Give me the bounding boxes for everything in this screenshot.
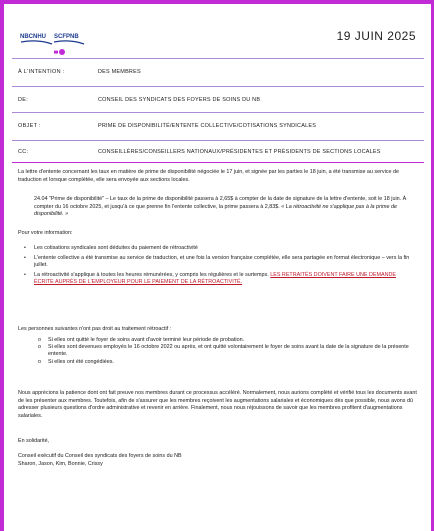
circle-bullet-icon: o [38, 358, 41, 365]
list-item: o Si elles sont devenues employés le 16 octobre 2022 ou après, et ont quitté volontairement le foyer de soins avant la date de la signature de la présente entente. [38, 344, 409, 358]
info-list [22, 245, 417, 289]
memo-divider [12, 112, 424, 113]
article-paragraph [34, 196, 412, 219]
bullet-icon: • [24, 245, 26, 251]
solidarity-line: En solidarité, [18, 438, 50, 444]
memo-divider [12, 140, 424, 141]
from-value: CONSEIL DES SYNDICATS DES FOYERS DE SOINS DU NB [98, 97, 261, 103]
page-border-left [0, 0, 4, 531]
signature-org: Conseil exécutif du Conseil des syndicats des foyers de soins du NB [18, 453, 182, 459]
subject-label: OBJET : [18, 123, 41, 129]
list-item: • Les cotisations syndicales sont déduites du paiement de rétroactivité [24, 245, 198, 251]
union-logo [18, 28, 102, 58]
eligibility-list [38, 337, 416, 366]
retiree-notice: LES RETRAITÉS DOIVENT FAIRE UNE DEMANDE ÉCRITE AUPRÈS DE L'EMPLOYEUR POUR LE PAIEMENT DE LA RÉTROACTIVITÉ. [34, 271, 396, 286]
memo-divider [12, 58, 424, 59]
signature-names: Sharon, Jason, Kim, Bonnie, Crissy [18, 461, 103, 467]
circle-bullet-icon: o [38, 344, 41, 351]
memo-divider [12, 86, 424, 87]
circle-bullet-icon: o [38, 337, 41, 343]
to-value: DES MEMBRES [98, 69, 141, 75]
to-label: À L'INTENTION : [18, 69, 65, 75]
article-text: 24.04 "Prime de disponibilité" – Le taux de la prime de disponibilité passera à 2,65$ à compter de la date de signature de la lettre d'entente, soit le 18 juin. À compter du 16 octobre 2025, et jusqu'à ce que prenne fin l'entente collective, la prime passera à 2,83$. [34, 196, 407, 210]
svg-text:NBCNHU: NBCNHU [20, 34, 46, 40]
list-item: o Si elles ont été congédiées. [38, 358, 114, 365]
memo-divider [12, 162, 424, 163]
subject-value: PRIME DE DISPONIBILITÉ/ENTENTE COLLECTIVE/COTISATIONS SYNDICALES [98, 123, 317, 129]
article-note: « La rétroactivité ne s'applique pas à la prime de disponibilité. » [34, 203, 398, 218]
cc-value: CONSEILLÈRES/CONSEILLERS NATIONAUX/PRÉSIDENTES ET PRÉSIDENTS DE SECTIONS LOCALES [98, 149, 381, 155]
letter-date: 19 JUIN 2025 [336, 29, 416, 43]
bullet-icon: • [24, 254, 26, 261]
page-border-top [0, 0, 434, 4]
letter-page [12, 8, 424, 528]
list-item: o Si elles ont quitté le foyer de soins avant d'avoir terminé leur période de probation. [38, 337, 245, 343]
info-heading: Pour votre information: [18, 230, 73, 236]
list-item: • L'entente collective a été transmise au service de traduction, et une fois la version française complétée, elle sera partagée en format électronique – vers la fin juillet. [24, 254, 410, 269]
closing-paragraph: Nous apprécions la patience dont ont fait preuve nos membres durant ce processus accéléré. Normalement, nous aurions complété et vérifié tous les documents avant de les présenter aux membres. Toutefois, afin de s'assurer que les membres reçoivent les augmentations salariales et économiques dès que possible, nous avons dû adresser plusieurs questions d'ordre administrative et revenir en arrière. Finalement, nous nous réjouissons de savoir que les membres profitent d'augmentations salariales. [18, 390, 417, 419]
list-item: • La rétroactivité s'applique à toutes les heures rémunérées, y compris les régulières et le surtemps. LES RETRAITÉS DOIVENT FAIRE UNE DEMANDE ÉCRITE AUPRÈS DE L'EMPLOYEUR POUR LE PAIEMENT DE LA RÉTROACTIVITÉ. [24, 271, 396, 286]
from-label: DE: [18, 97, 29, 103]
eligibility-heading: Les personnes suivantes n'ont pas droit au traitement rétroactif : [18, 326, 172, 332]
svg-text:SCFPNB: SCFPNB [54, 34, 79, 40]
intro-paragraph: La lettre d'entente concernant les taux en matière de prime de disponibilité négociée le 17 juin, et signée par les parties le 18 juin, a été transmise au service de traduction et lorsque complétée, elle sera envoyée aux sections locales. [18, 169, 399, 183]
cc-label: CC: [18, 149, 29, 155]
bullet-icon: • [24, 271, 26, 278]
